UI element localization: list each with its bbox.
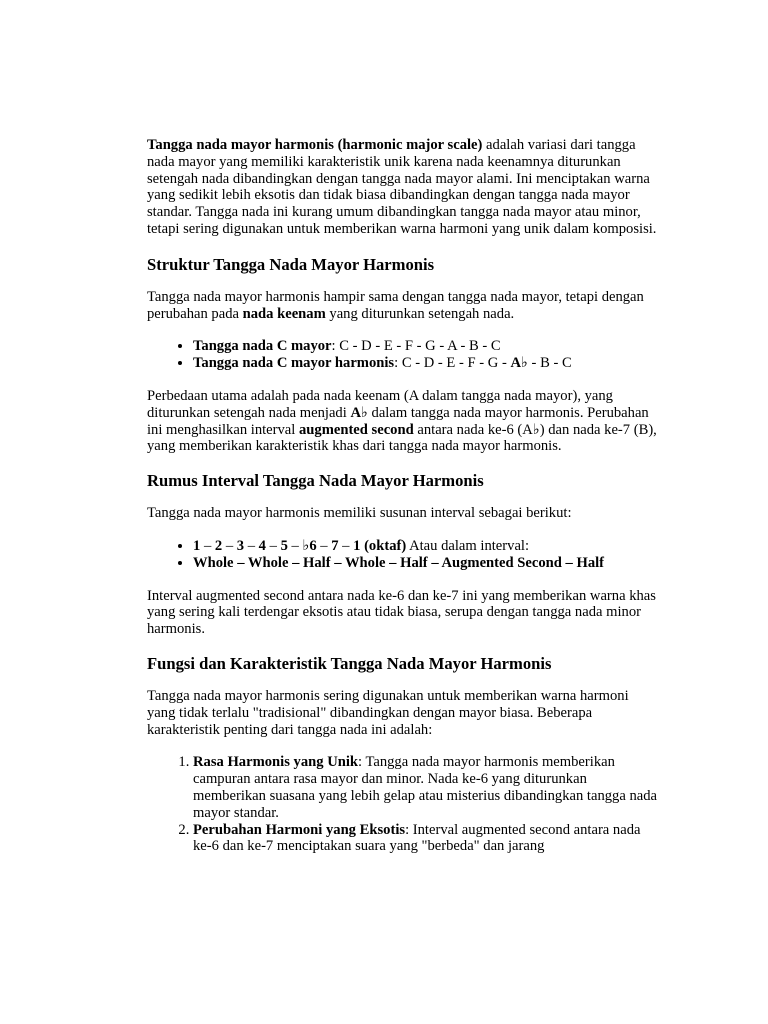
interval-list	[147, 538, 659, 572]
scale-name: Tangga nada C mayor	[193, 338, 332, 355]
step: Half	[576, 554, 605, 571]
flat-sign: ♭	[302, 537, 310, 554]
step: Augmented Second	[441, 554, 562, 571]
degree: 4	[258, 537, 266, 554]
degree: 3	[236, 537, 245, 554]
dash: –	[385, 554, 401, 571]
difference-paragraph	[147, 388, 659, 455]
dash: –	[265, 537, 281, 554]
dash: –	[287, 537, 303, 554]
characteristic-title: Perubahan Harmoni yang Eksotis	[193, 821, 406, 838]
formula-tail: Atau dalam interval:	[406, 537, 530, 554]
list-item	[193, 355, 659, 372]
list-item	[193, 822, 659, 856]
function-intro: Tangga nada mayor harmonis sering digunakan untuk memberikan warna harmoni yang tidak terlalu "tradisional" dibandingkan dengan mayor biasa. Beberapa karakteristik penting dari tangga nada ini adalah:	[147, 687, 629, 738]
step: Half	[303, 554, 331, 571]
dash: –	[200, 537, 215, 554]
section-heading-structure: Struktur Tangga Nada Mayor Harmonis	[147, 254, 435, 274]
structure-paragraph	[147, 289, 659, 323]
degree: 7	[331, 537, 339, 554]
step: Whole	[247, 554, 289, 571]
dash: –	[330, 554, 345, 571]
list-item	[193, 338, 659, 355]
dash: –	[338, 537, 354, 554]
structure-bold: nada keenam	[242, 305, 326, 322]
degree: 6	[309, 537, 317, 554]
degree: 2	[214, 537, 223, 554]
flat-note: A♭	[510, 355, 528, 372]
dash: –	[244, 537, 259, 554]
intro-lead-bold: Tangga nada mayor harmonis (harmonic major scale)	[147, 137, 483, 153]
list-item	[193, 555, 659, 572]
list-item	[193, 754, 659, 821]
difference-text: dalam tangga nada mayor harmonis. Perubahan ini menghasilkan interval	[147, 404, 649, 438]
structure-text: Tangga nada mayor harmonis hampir sama dengan tangga nada mayor, tetapi dengan perubahan pada	[147, 288, 644, 322]
step: Whole	[344, 554, 386, 571]
document-body	[147, 137, 659, 855]
structure-text-end: yang diturunkan setengah nada.	[325, 305, 515, 322]
section-heading-interval: Rumus Interval Tangga Nada Mayor Harmonis	[147, 471, 484, 491]
dash: –	[222, 537, 237, 554]
step: Whole	[193, 554, 234, 571]
degree: 1	[193, 537, 201, 554]
scale-notes-end: - B - C	[527, 355, 572, 372]
difference-text-end: antara nada ke-6 (A♭) dan nada ke-7 (B), yang memberikan karakteristik khas dari tangga nada mayor harmonis.	[147, 421, 657, 455]
characteristic-text: : Tangga nada mayor harmonis memberikan campuran antara rasa mayor dan minor. Nada ke-6 yang diturunkan memberikan suasana yang lebih gelap atau misterius dibandingkan tangga nada mayor standar.	[193, 754, 658, 821]
scale-name: Tangga nada C mayor harmonis	[193, 355, 395, 372]
intro-paragraph	[147, 137, 659, 238]
augmented-second-bold: augmented second	[298, 421, 414, 438]
characteristics-list	[147, 754, 659, 855]
difference-text: Perbedaan utama adalah pada nada keenam (A dalam tangga nada mayor), yang diturunkan setengah nada menjadi	[147, 387, 613, 421]
dash: –	[233, 554, 248, 571]
step: Half	[400, 554, 428, 571]
degree: 5	[280, 537, 288, 554]
dash: –	[288, 554, 304, 571]
scale-notes: : C - D - E - F - G - A - B - C	[331, 338, 501, 355]
scale-notes: : C - D - E - F - G -	[394, 355, 511, 372]
section-heading-function: Fungsi dan Karakteristik Tangga Nada Mayor Harmonis	[147, 653, 552, 673]
dash: –	[561, 554, 577, 571]
characteristic-text: : Interval augmented second antara nada ke-6 dan ke-7 menciptakan suara yang "berbeda" dan jarang	[193, 821, 641, 855]
interval-intro: Tangga nada mayor harmonis memiliki susunan interval sebagai berikut:	[147, 505, 572, 522]
intro-rest: adalah variasi dari tangga nada mayor yang memiliki karakteristik unik karena nada keenamnya diturunkan setengah nada dibandingkan dengan tangga nada mayor alami. Ini menciptakan warna yang sedikit lebih eksotis dan tidak biasa dibandingkan dengan tangga nada mayor standar. Tangga nada ini kurang umum dibandingkan tangga nada mayor atau minor, tetapi sering digunakan untuk memberikan warna harmoni yang unik dalam komposisi.	[147, 137, 657, 237]
dash: –	[316, 537, 332, 554]
scale-list	[147, 338, 659, 372]
flat-note: A♭	[350, 404, 368, 421]
characteristic-title: Rasa Harmonis yang Unik	[193, 754, 359, 771]
list-item	[193, 538, 659, 555]
dash: –	[427, 554, 442, 571]
interval-explanation: Interval augmented second antara nada ke-6 dan ke-7 ini yang memberikan warna khas yang sering kali terdengar eksotis atau tidak biasa, serupa dengan tangga nada minor harmonis.	[147, 587, 656, 638]
degree: 1 (oktaf)	[353, 537, 407, 554]
